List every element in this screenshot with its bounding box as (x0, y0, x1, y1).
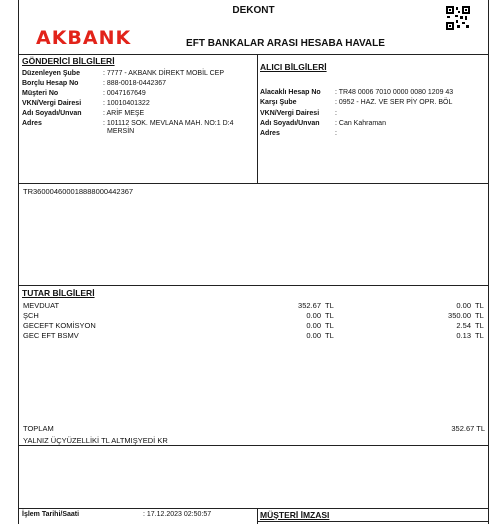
divider (19, 285, 488, 286)
sender-address-value: : 101112 SOK. MEVLANA MAH. NO:1 D:4 (103, 120, 234, 127)
receiver-branch-label: Karşı Şube (260, 99, 297, 106)
akbank-logo: AKBANK (36, 27, 132, 49)
amount-value-2: 0.13 (456, 331, 471, 340)
sender-branch-label: Düzenleyen Şube (22, 70, 80, 77)
amount-row-label: MEVDUAT (23, 301, 60, 310)
amount-value: 0.00 (306, 311, 321, 320)
transaction-date-value: : 17.12.2023 02:50:57 (143, 511, 212, 518)
divider (19, 183, 488, 184)
divider (19, 54, 488, 55)
transaction-date-label: İşlem Tarihi/Saati (22, 511, 80, 518)
amount-currency-2: TL (475, 321, 484, 330)
amounts-section-title: TUTAR BİLGİLERİ (22, 288, 95, 298)
receiver-address-label: Adres (260, 130, 280, 137)
receiver-account-label: Alacaklı Hesap No (260, 89, 321, 96)
column-divider (257, 54, 258, 183)
amount-value-2: 350.00 (448, 311, 471, 320)
total-label: TOPLAM (23, 424, 54, 433)
amount-currency-2: TL (475, 331, 484, 340)
sender-branch-value: : 7777 - AKBANK DİREKT MOBİL CEP (103, 70, 224, 77)
sender-customer-no-label: Müşteri No (22, 90, 59, 97)
amount-value-2: 2.54 (456, 321, 471, 330)
divider (19, 445, 488, 446)
receiver-branch-value: : 0952 - HAZ. VE SER PİY OPR. BÖL (335, 99, 453, 106)
sender-name-label: Adı Soyadı/Unvan (22, 110, 82, 117)
divider (19, 508, 488, 509)
divider (257, 521, 488, 522)
sender-account-label: Borçlu Hesap No (22, 80, 79, 87)
sender-name-value: : ARİF MEŞE (103, 110, 145, 117)
iban-text: TR360004600018888000442367 (23, 187, 134, 196)
sender-section-title: GÖNDERİCİ BİLGİLERİ (22, 56, 115, 66)
total-value: 352.67 TL (451, 424, 485, 433)
customer-signature-title: MÜŞTERİ İMZASI (260, 510, 330, 520)
sender-account-value: : 888-0018-0442367 (103, 80, 167, 87)
amount-currency: TL (325, 331, 334, 340)
receiver-address-value: : (335, 130, 337, 137)
amount-row-label: GEC EFT BSMV (23, 331, 79, 340)
qr-code-icon (446, 6, 470, 30)
receiver-tax-label: VKN/Vergi Dairesi (260, 110, 320, 117)
receiver-section-title: ALICI BİLGİLERİ (260, 62, 327, 72)
amount-currency-2: TL (475, 311, 484, 320)
receiver-name-label: Adı Soyadı/Unvan (260, 120, 320, 127)
sender-tax-label: VKN/Vergi Dairesi (22, 100, 82, 107)
document-subtitle: EFT BANKALAR ARASI HESABA HAVALE (186, 38, 385, 49)
document-title: DEKONT (232, 5, 275, 16)
receiver-name-value: : Can Kahraman (335, 120, 386, 127)
receiver-tax-value: : (335, 110, 337, 117)
amount-in-words: YALNIZ ÜÇYÜZELLİKİ TL ALTMIŞYEDİ KR (23, 436, 168, 445)
amount-currency: TL (325, 301, 334, 310)
amount-row-label: ŞCH (23, 311, 39, 320)
sender-tax-value: : 10010401322 (103, 100, 150, 107)
amount-value-2: 0.00 (456, 301, 471, 310)
sender-address-city: MERSİN (107, 128, 135, 135)
amount-value: 352.67 (298, 301, 321, 310)
sender-customer-no-value: : 0047167649 (103, 90, 146, 97)
amount-currency: TL (325, 321, 334, 330)
amount-value: 0.00 (306, 321, 321, 330)
amount-value: 0.00 (306, 331, 321, 340)
receiver-account-value: : TR48 0006 7010 0000 0080 1209 43 (335, 89, 454, 96)
amount-currency: TL (325, 311, 334, 320)
amount-row-label: GECEFT KOMİSYON (23, 321, 96, 330)
amount-currency-2: TL (475, 301, 484, 310)
receipt-page (18, 0, 489, 524)
sender-address-label: Adres (22, 120, 42, 127)
